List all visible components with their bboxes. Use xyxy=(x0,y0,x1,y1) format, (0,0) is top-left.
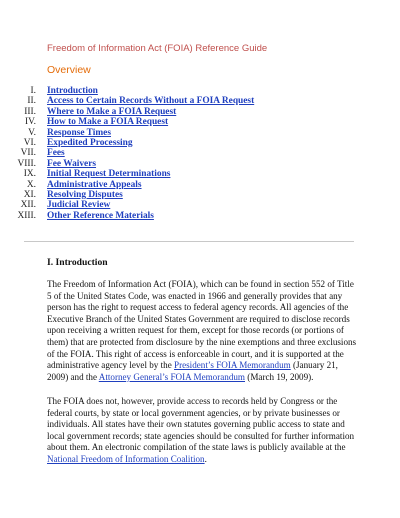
toc-number: VII. xyxy=(20,148,36,159)
toc-number: VI. xyxy=(23,137,36,148)
toc-item xyxy=(0,190,400,200)
toc-item xyxy=(0,169,400,179)
toc-link[interactable]: Fees xyxy=(47,148,65,159)
toc-number: IX. xyxy=(23,169,36,180)
toc-link[interactable]: Where to Make a FOIA Request xyxy=(47,106,177,117)
paragraph-text: (March 19, 2009). xyxy=(245,371,314,382)
toc-number: II. xyxy=(27,96,36,107)
toc-link[interactable]: Judicial Review xyxy=(47,200,111,211)
toc-item xyxy=(0,117,400,127)
introduction-paragraph-2 xyxy=(47,396,357,466)
toc-link[interactable]: Response Times xyxy=(47,127,111,138)
toc-number: VIII. xyxy=(17,158,36,169)
toc-number: V. xyxy=(28,127,36,138)
toc-link[interactable]: Introduction xyxy=(47,86,98,96)
toc-number: I. xyxy=(30,86,36,96)
toc-link[interactable]: Administrative Appeals xyxy=(47,179,142,190)
toc-number: XII. xyxy=(20,200,36,211)
presidents-foia-memorandum-link[interactable]: President’s FOIA Memorandum xyxy=(174,360,291,371)
overview-heading: Overview xyxy=(47,64,91,76)
paragraph-text: The Freedom of Information Act (FOIA), which can be found in section 552 of Title 5 of the United States Code, was enacted in 1966 and generally provides that any person has the right to request access to federal agency records. All agencies of the Executive Branch of the United States Government are required to disclose records upon receiving a written request for them, except for those records (or portions of them) that are protected from disclosure by the nine exemptions and three exclusions of the FOIA. This right of access is enforceable in court, and it is supported at the administrative agency level by the xyxy=(47,279,357,371)
document-title: Freedom of Information Act (FOIA) Reference Guide xyxy=(47,43,268,54)
toc-item xyxy=(0,86,400,96)
toc-link[interactable]: Initial Request Determinations xyxy=(47,169,171,180)
toc-number: XIII. xyxy=(17,210,36,221)
toc-link[interactable]: Access to Certain Records Without a FOIA Request xyxy=(47,96,255,107)
toc-item xyxy=(0,128,400,138)
toc-item xyxy=(0,180,400,190)
toc-link[interactable]: Resolving Disputes xyxy=(47,189,123,200)
toc-number: X. xyxy=(26,179,36,190)
toc-item xyxy=(0,96,400,106)
section-divider xyxy=(24,241,354,242)
paragraph-text: The FOIA does not, however, provide access to records held by Congress or the federal courts, by state or local government agencies, or by private businesses or individuals. All states have their own statutes governing public access to state and local government records; state agencies should be consulted for further information about them. An electronic compilation of the state laws is publicly available at the xyxy=(47,396,355,453)
introduction-paragraph-1 xyxy=(47,279,357,383)
toc-number: IV. xyxy=(24,117,36,128)
paragraph-text: . xyxy=(204,453,207,464)
toc-link[interactable]: Other Reference Materials xyxy=(47,210,154,221)
toc-item xyxy=(0,148,400,158)
attorney-generals-foia-memorandum-link[interactable]: Attorney General’s FOIA Memorandum xyxy=(98,371,246,382)
national-foi-coalition-link[interactable]: National Freedom of Information Coalition xyxy=(47,453,205,464)
toc-link[interactable]: Fee Waivers xyxy=(47,158,97,169)
toc-number: III. xyxy=(24,106,36,117)
paragraph-text: (January 21, 2009) and the xyxy=(47,360,338,382)
toc-item xyxy=(0,200,400,210)
toc-link[interactable]: How to Make a FOIA Request xyxy=(47,117,169,128)
toc-item xyxy=(0,107,400,117)
toc-item xyxy=(0,159,400,169)
toc-item xyxy=(0,211,400,221)
toc-item xyxy=(0,138,400,148)
toc-link[interactable]: Expedited Processing xyxy=(47,137,133,148)
table-of-contents xyxy=(0,86,400,221)
toc-number: XI. xyxy=(23,189,36,200)
section-heading-introduction: I. Introduction xyxy=(47,257,108,268)
